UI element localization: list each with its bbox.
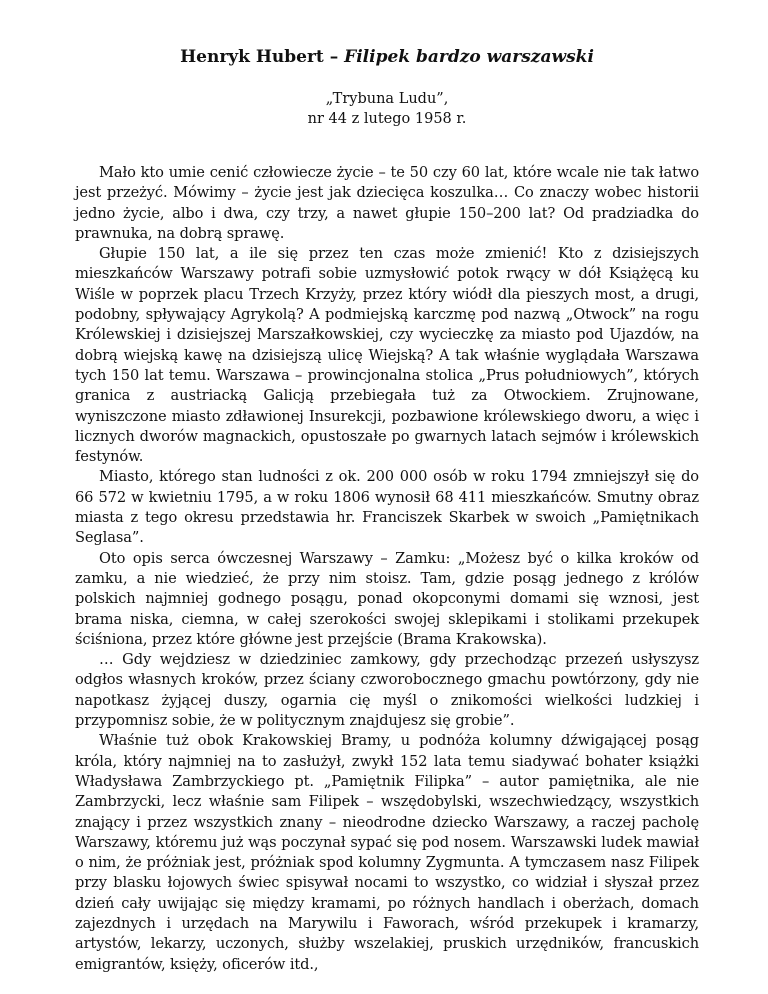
source-issue: nr 44 z lutego 1958 r. <box>307 111 467 127</box>
article-title: Filipek bardzo warszawski <box>344 47 594 67</box>
paragraph: Mało kto umie cenić człowiecze życie – te 50 czy 60 lat, które wcale nie tak łatwo jest przeżyć. Mówimy – życie jest jak dziecięca koszulka… Co znaczy wobec historii jedno życie, albo i dwa, czy trzy, a nawet głupie 150–200 lat? Od pradziadka do prawnuka, na dobrą sprawę. <box>75 164 699 242</box>
paragraph: Głupie 150 lat, a ile się przez ten czas może zmienić! Kto z dzisiejszych mieszkańców Warszawy potrafi sobie uzmysłowić potok rwący w dół Książęcą ku Wiśle w poprzek placu Trzech Krzyży, przez który wiódł dla pieszych most, a drugi, podobny, spływający Agrykolą? A podmiejską karczmę pod nazwą „Otwock” na rogu Królewskiej i dzisiejszej Marszałkowskiej, czy wycieczkę za miasto pod Ujazdów, na dobrą wiejską kawę na dzisiejszą ulicę Wiejską? A tak właśnie wyglądała Warszawa tych 150 lat temu. Warszawa – prowincjonalna stolica „Prus południowych”, których granica z austriacką Galicją przebiegała tuż za Otwockiem. Zrujnowane, wyniszczone miasto zdławionej Insurekcji, pozbawione królewskiego dworu, a więc i licznych dworów magnackich, opustoszałe po gwarnych latach sejmów i królewskich festynów. <box>75 245 699 466</box>
article-body <box>75 163 699 975</box>
document-title <box>75 46 699 68</box>
paragraph: … Gdy wejdziesz w dziedziniec zamkowy, gdy przechodząc przezeń usłyszysz odgłos własnych kroków, przez ściany czworobocznego gmachu powtórzony, gdy nie napotkasz żyjącej duszy, ogarnia cię myśl o znikomości wielkości ludzkiej i przypomnisz sobie, że w politycznym znajdujesz się grobie”. <box>75 651 699 730</box>
source-citation <box>75 89 699 129</box>
author-name: Henryk Hubert <box>180 47 324 67</box>
paragraph: Miasto, którego stan ludności z ok. 200 000 osób w roku 1794 zmniejszył się do 66 572 w kwietniu 1795, a w roku 1806 wynosił 68 411 mieszkańców. Smutny obraz miasta z tego okresu przedstawia hr. Franciszek Skarbek w swoich „Pamiętnikach Seglasa”. <box>75 468 699 547</box>
title-separator: – <box>323 47 345 67</box>
paragraph: Właśnie tuż obok Krakowskiej Bramy, u podnóża kolumny dźwigającej posąg króla, który najmniej na to zasłużył, zwykł 152 lata temu siadywać bohater książki Władysława Zambrzyckiego pt. „Pamiętnik Filipka” – autor pamiętnika, ale nie Zambrzycki, lecz właśnie sam Filipek – wszędobylski, wszechwiedzący, wszystkich znający i przez wszystkich znany – nieodrodne dziecko Warszawy, a raczej pacholę Warszawy, któremu już wąs poczynał sypać się pod nosem. Warszawski ludek mawiał o nim, że próżniak jest, próżniak spod kolumny Zygmunta. A tymczasem nasz Filipek przy blasku łojowych świec spisywał nocami to wszystko, co widział i słyszał przez dzień cały uwijając się między kramami, po różnych handlach i oberżach, domach zajezdnych i urzędach na Marywilu i Faworach, wśród przekupek i kramarzy, artystów, lekarzy, uczonych, służby wszelakiej, pruskich urzędników, francuskich emigrantów, księży, oficerów itd., <box>75 732 699 973</box>
source-newspaper: „Trybuna Ludu”, <box>325 91 449 107</box>
paragraph: Oto opis serca ówczesnej Warszawy – Zamku: „Możesz być o kilka kroków od zamku, a nie wiedzieć, że przy nim stoisz. Tam, gdzie posąg jednego z królów polskich najmniej godnego posągu, ponad okopconymi domami się wznosi, jest brama niska, ciemna, w całej szerokości swojej sklepikami i stolikami przekupek ściśniona, przez które główne jest przejście (Brama Krakowska). <box>75 549 699 648</box>
document-page <box>75 46 699 975</box>
